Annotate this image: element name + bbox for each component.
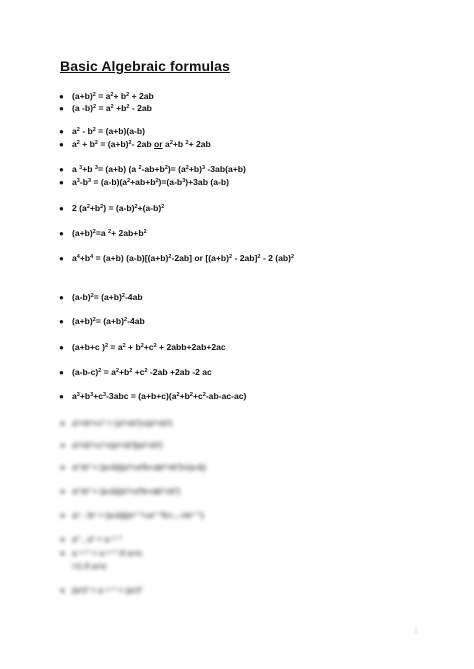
formula-item — [59, 177, 229, 188]
formula-text: - 2 (ab) — [260, 253, 291, 263]
superscript: 2 — [110, 92, 114, 98]
formula-text: +b — [179, 391, 190, 401]
superscript: 2 — [94, 140, 98, 146]
superscript: 2 — [189, 392, 193, 398]
bullet-icon: ● — [59, 127, 64, 136]
formula-text: + b — [113, 91, 127, 101]
blurred-preview-region — [58, 410, 318, 610]
formula-text: = a — [96, 103, 111, 113]
formula-text: )+3ab (a-b) — [185, 177, 229, 187]
bullet-icon: ● — [59, 140, 64, 149]
blurred-formula-text: aⁿ - bⁿ = (a-b)(aⁿ⁻¹+aⁿ⁻²b+...+bⁿ⁻¹) — [72, 510, 204, 520]
superscript: 4 — [76, 254, 80, 260]
formula-text: a — [72, 164, 80, 174]
superscript: 2 — [169, 140, 173, 146]
formula-item — [59, 316, 145, 327]
superscript: 3 — [76, 178, 80, 184]
formula-text: = (a+b)(a-b) — [95, 126, 145, 136]
formula-text: +c — [132, 367, 145, 377]
formula-text: + 2ab — [188, 139, 211, 149]
superscript: 3 — [182, 178, 186, 184]
formula-text: +ab+b — [130, 177, 156, 187]
superscript: 3 — [76, 392, 80, 398]
bullet-icon: ● — [60, 440, 66, 450]
formula-text: -ab+b — [141, 164, 165, 174]
formula-item — [59, 228, 147, 239]
superscript: 2 — [176, 392, 180, 398]
formula-text: - 2ab — [129, 103, 152, 113]
superscript: 2 — [124, 317, 128, 323]
formula-text: + 2ab+b — [111, 228, 144, 238]
formula-text: = (a+b) — [97, 139, 129, 149]
formula-item — [59, 367, 212, 378]
superscript: 2 — [164, 165, 168, 171]
formula-text: +b — [118, 367, 130, 377]
formula-text: a — [72, 177, 77, 187]
formula-text: -3ab(a+b) — [205, 164, 246, 174]
formula-text: +c — [192, 391, 203, 401]
superscript: 2 — [92, 317, 96, 323]
formula-text: -2ab +2ab -2 ac — [147, 367, 212, 377]
formula-text: +c — [143, 342, 154, 352]
superscript: 2 — [92, 229, 96, 235]
superscript: 2 — [161, 204, 165, 210]
blurred-formula-item — [60, 418, 173, 428]
bullet-icon: ● — [59, 392, 64, 401]
formula-text: a — [72, 126, 77, 136]
superscript: 3 — [201, 165, 206, 171]
formula-text: +b — [89, 203, 101, 213]
superscript: 2 — [122, 343, 126, 349]
formula-text: -3abc = (a+b+c)(a — [106, 391, 177, 401]
formula-text: = a — [95, 91, 111, 101]
formula-text: a — [72, 391, 77, 401]
bullet-icon: ● — [59, 317, 64, 326]
superscript: 2 — [155, 178, 159, 184]
blurred-formula-item — [60, 548, 143, 559]
formula-text: + b — [79, 139, 95, 149]
superscript: 2 — [98, 368, 102, 374]
formula-item — [59, 139, 211, 150]
formula-text: 2 (a — [72, 203, 87, 213]
blurred-formula-text: a³+b³+c³ = (a³+b³)+(a³+b³) — [72, 418, 173, 428]
blurred-formula-item — [60, 440, 163, 450]
superscript: 2 — [126, 92, 130, 98]
superscript: 2 — [104, 343, 109, 349]
formula-text: + 2ab — [129, 91, 154, 101]
formula-text: +b — [172, 139, 186, 149]
blurred-formula-item — [60, 510, 204, 521]
blurred-formula-text: a ⁿ⁻¹ = a ⁿ⁻¹ if a=n — [72, 548, 143, 558]
bullet-icon: ● — [59, 92, 64, 101]
page-number: 1 — [414, 628, 418, 635]
bullet-icon: ● — [60, 462, 66, 472]
formula-text: (a-b) — [72, 292, 91, 302]
superscript: 2 — [134, 204, 138, 210]
bullet-icon: ● — [60, 534, 66, 544]
superscript: 2 — [291, 254, 295, 260]
formula-text: + 2abb+2ab+2ac — [156, 342, 226, 352]
formula-text: = (a+b) (a-b)[(a+b) — [93, 253, 169, 263]
formula-text: = a — [101, 367, 116, 377]
superscript: 3 — [90, 392, 94, 398]
superscript: 2 — [140, 343, 144, 349]
formula-text: + b — [125, 342, 141, 352]
bullet-icon: ● — [59, 343, 64, 352]
superscript: 2 — [127, 178, 131, 184]
blurred-formula-text: a³-b³ = (a+b)(a³+a²b+ab²+b³)+(a-b) — [72, 462, 206, 472]
superscript: 2 — [129, 368, 133, 374]
formula-item — [59, 342, 226, 353]
superscript: 2 — [185, 140, 189, 146]
formula-text: -b — [79, 177, 88, 187]
formula-text: )= (a — [167, 164, 186, 174]
formula-text: = (a-b)(a — [91, 177, 128, 187]
formula-text: (a+b) — [72, 91, 93, 101]
superscript: 2 — [76, 140, 80, 146]
formula-text: (a+b+c ) — [72, 342, 105, 352]
formula-text: = (a+b) — [93, 292, 122, 302]
formula-text: )=(a-b — [158, 177, 183, 187]
formula-text: (a-b-c) — [72, 367, 99, 377]
formula-text: +(a-b) — [137, 203, 162, 213]
blurred-formula-text: a³+b³+c³+(a²+b²)(a²+b²) — [72, 440, 163, 450]
formula-item — [59, 103, 152, 114]
formula-text: =a — [95, 228, 109, 238]
bullet-icon: ● — [60, 510, 66, 520]
bullet-icon: ● — [59, 293, 64, 302]
superscript: 2 — [115, 368, 119, 374]
superscript: 2 — [126, 104, 130, 110]
formula-text: - 2ab] — [232, 253, 258, 263]
superscript: 2 — [138, 165, 142, 171]
page-title: Basic Algebraic formulas — [60, 58, 230, 74]
superscript: 2 — [153, 343, 157, 349]
superscript: 2 — [110, 104, 114, 110]
superscript: 2 — [93, 104, 97, 110]
bullet-icon: ● — [59, 165, 64, 174]
superscript: 2 — [121, 293, 125, 299]
bullet-icon: ● — [60, 548, 66, 558]
formula-text: - b — [79, 126, 93, 136]
formula-text: (a -b) — [72, 103, 94, 113]
superscript: 3 — [94, 165, 98, 171]
superscript: 4 — [90, 254, 94, 260]
formula-item — [59, 253, 295, 264]
formula-text: = a — [108, 342, 123, 352]
superscript: 3 — [87, 178, 92, 184]
blurred-formula-text: (aⁿ)³ = a ⁿ⁻¹ = (aⁿ)³ — [72, 585, 143, 595]
formula-text: (a+b) — [72, 316, 93, 326]
formula-item — [59, 391, 247, 402]
bullet-icon: ● — [59, 178, 64, 187]
superscript: 2 — [185, 165, 189, 171]
superscript: 2 — [168, 254, 172, 260]
blurred-formula-text: =1 if a=n — [72, 561, 107, 571]
superscript: 2 — [92, 92, 96, 98]
blurred-formula-text: a° , a¹ = a ⁿ⁻¹ — [72, 534, 123, 544]
superscript: 2 — [202, 392, 206, 398]
blurred-formula-item — [72, 561, 107, 571]
formula-item — [59, 126, 145, 137]
formula-text: -4ab — [124, 292, 143, 302]
formula-text: a — [72, 139, 77, 149]
superscript: 2 — [144, 368, 148, 374]
bullet-icon: ● — [60, 585, 66, 595]
superscript: 2 — [90, 293, 94, 299]
formula-text: +b — [113, 103, 127, 113]
formula-text: (a+b) — [72, 228, 93, 238]
formula-text: +c — [93, 391, 103, 401]
formula-text: - 2ab — [131, 139, 155, 149]
bullet-icon: ● — [59, 104, 64, 113]
superscript: 2 — [100, 204, 104, 210]
bullet-icon: ● — [59, 229, 64, 238]
formula-text: +b — [79, 391, 91, 401]
formula-item — [59, 91, 154, 102]
formula-item — [59, 203, 165, 214]
formula-text: +b) — [188, 164, 202, 174]
superscript: 2 — [76, 127, 80, 133]
bullet-icon: ● — [60, 486, 66, 496]
superscript: 2 — [229, 254, 233, 260]
bullet-icon: ● — [60, 418, 66, 428]
superscript: 2 — [128, 140, 132, 146]
superscript: 2 — [108, 229, 112, 235]
formula-item — [59, 292, 143, 303]
blurred-formula-text: a³-b³ = (a-b)(a³+a²b+ab²+b³) — [72, 486, 181, 496]
formula-item — [59, 164, 246, 175]
blurred-formula-item — [60, 486, 181, 496]
blurred-formula-item — [60, 462, 206, 472]
superscript: 2 — [143, 229, 147, 235]
superscript: 3 — [79, 165, 83, 171]
formula-text: -2ab] or [(a+b) — [171, 253, 229, 263]
formula-text: a — [72, 253, 77, 263]
superscript: 2 — [86, 204, 90, 210]
superscript: 3 — [103, 392, 107, 398]
formula-text: = (a+b) (a — [97, 164, 139, 174]
formula-text: ) = (a-b) — [103, 203, 135, 213]
superscript: 2 — [92, 127, 96, 133]
formula-text: -ab-ac-ac) — [205, 391, 247, 401]
blurred-formula-item — [60, 534, 123, 545]
blurred-formula-item — [60, 585, 143, 596]
formula-text: +b — [79, 253, 91, 263]
superscript: 2 — [257, 254, 261, 260]
bullet-icon: ● — [59, 254, 64, 263]
formula-text: -4ab — [127, 316, 145, 326]
underlined-text: or — [154, 139, 163, 149]
formula-text: = (a+b) — [95, 316, 125, 326]
formula-text: +b — [82, 164, 95, 174]
bullet-icon: ● — [59, 368, 64, 377]
bullet-icon: ● — [59, 204, 64, 213]
formula-text: a — [162, 139, 170, 149]
